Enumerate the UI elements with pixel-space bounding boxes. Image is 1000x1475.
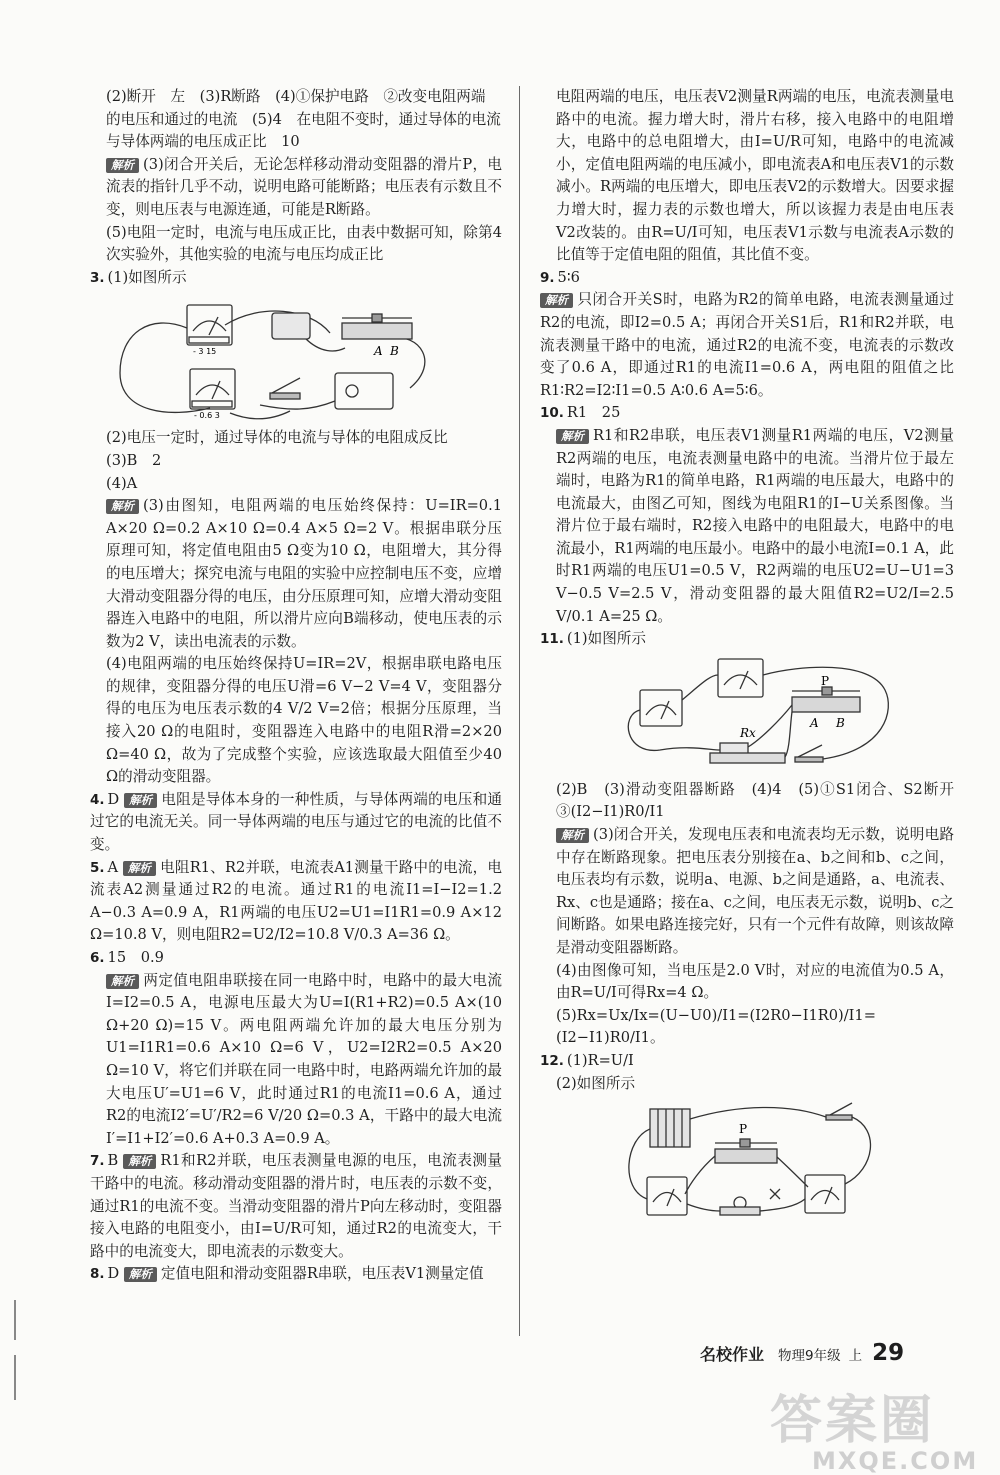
q11-explanation-2: (4)由图像可知，当电压是2.0 V时，对应的电流值为0.5 A，由R=U/I可得Rx=4 Ω。 [556,961,954,1002]
page-number: 29 [872,1340,905,1366]
q6-answer: 6. 15 0.9 [90,949,164,966]
watermark [770,1378,978,1475]
footer-brand: 名校作业 [700,1345,765,1364]
analysis-tag: 解析 [124,1267,157,1282]
q12-answer: 12. (1)R=U/I [540,1051,634,1069]
q12-circuit-figure [540,1099,950,1229]
analysis-tag: 解析 [123,861,156,876]
footer-subject: 物理9年级 [778,1348,841,1364]
column-divider [519,86,520,1336]
page-edge-mark [14,1355,16,1400]
q9-answer: 9. 5∶6 [540,268,580,286]
q5-answer: 5. A 解析 电阻R1、R2并联，电流表A1测量干路中的电流，电流表A2测量通过R2的电流。通过R1的电流I1=I−I2=1.2 A−0.3 A=0.9 A，R1两端的电压U2=U1=I1R1=0.9 A×12 Ω=10.8 V，则电阻R2=U2/I2=10.8 V/0.3 A=36 Ω。 [90,858,502,944]
analysis-tag: 解析 [556,429,589,444]
q4-answer: 4. D 解析 电阻是导体本身的一种性质，与导体两端的电压和通过它的电流无关。同一导体两端的电压与通过它的电流的比值不变。 [90,790,502,854]
page-edge-mark [14,1300,16,1340]
q3-answer: 3. (1)如图所示 [90,268,187,286]
fig11-label-p: P [821,673,830,688]
analysis-tag: 解析 [124,793,157,808]
analysis-tag: 解析 [556,828,589,843]
fig11-label-rx: Rx [740,725,756,740]
fig11-label-b: B [836,715,845,730]
right-column [540,86,969,1233]
q6-explanation: 解析 两定值电阻串联接在同一电路中时，电路中的最大电流I=I2=0.5 A，电源电压最大为U=I(R1+R2)=0.5 A×(10 Ω+20 Ω)=15 V。两电阻两端允许加的最大电压分别为U1=I1R1=0.6 A×10 Ω=6 V，U2=I2R2=0.5 A×20 Ω=10 V，将它们并联在同一电路中时，电路两端允许加的最大电压U′=U1=6 V，此时通过R1的电流I1=0.6 A，通过R2的电流I2′=U′/R2=6 V/20 Ω=0.3 A，干路中的最大电流I′=I1+I2′=0.6 A+0.3 A=0.9 A。 [106,971,502,1147]
q10-answer: 10. R1 25 [540,404,621,422]
q10-explanation: 解析 R1和R2串联，电压表V1测量R1两端的电压，V2测量R2两端的电压，电流表测量电路中的电流。当滑片位于最左端时，电路为R1的简单电路，R1两端的电压最大，电路中的电流最大，由图乙可知，图线为电阻R1的I−U关系图像。当滑片位于最右端时，R2接入电路中的电阻最大，电路中的电流最小，R1两端的电压最小。电路中的最小电流I=0.1 A，此时R1两端的电压U1=0.5 V，R2两端的电压U2=U−U1=3 V−0.5 V=2.5 V，滑动变阻器的最大阻值R2=U2/I=2.5 V/0.1 A=25 Ω。 [556,426,954,625]
voltmeter-scale: - 3 15 [193,347,217,357]
rheostat-label-a: A [374,344,383,359]
analysis-tag: 解析 [106,499,139,514]
q9-explanation: 解析 只闭合开关S时，电路为R2的简单电路，电流表测量通过R2的电流，即I2=0.5 A；再闭合开关S1后，R1和R2并联，电流表测量干路中的电流，通过R2的电流不变，电流表的示数改变了0.6 A，即通过R1的电流I1=0.6 A，两电阻的阻值之比R1∶R2=I2∶I1=0.5 A∶0.6 A=5∶6。 [540,291,954,399]
q3-answer-3: (3)B 2 [106,451,162,469]
fig12-label-p: P [739,1122,748,1137]
q7-answer: 7. B 解析 R1和R2并联，电压表测量电源的电压，电流表测量干路中的电流。移动滑动变阻器的滑片时，电压表的示数不变，通过R1的电流不变。当滑动变阻器的滑片P向左移动时，变阻器接入电路的电阻变小，由I=U/R可知，通过R2的电流变大，干路中的电流变大，即电流表的示数变大。 [90,1152,502,1260]
q3-explanation-2: (4)电阻两端的电压始终保持U=IR=2V，根据串联电路电压的规律，变阻器分得的电压U滑=6 V−2 V=4 V，变阻器分得的电压为电压表示数的4 V/2 V=2倍；根据分压原理，当接入20 Ω的电阻时，变阻器连入电路中的电阻R滑=2×20 Ω=40 Ω，故为了完成整个实验，应该选取最大阻值至少40 Ω的滑动变阻器。 [106,655,502,786]
fig11-label-a: A [810,715,819,730]
q11-circuit-figure [540,655,950,775]
watermark-url: MXQE.COM [812,1447,979,1475]
q3-answer-2: (2)电压一定时，通过导体的电流与导体的电阻成反比 [106,429,448,447]
analysis-tag: 解析 [123,1154,156,1169]
rheostat-label-b: B [390,344,399,359]
analysis-tag: 解析 [106,974,139,989]
footer-volume: 上 [848,1348,863,1364]
watermark-text: 答案圈 [770,1391,936,1451]
q2-answer: (2)断开 左 (3)R断路 (4)①保护电路 ②改变电阻两端 的电压和通过的电流 (5)4 在电阻不变时，通过导体的电流 与导体两端的电压成正比 10 [106,88,501,151]
q3-explanation: 解析 (3)由图知，电阻两端的电压始终保持：U=IR=0.1 A×20 Ω=0.2 A×10 Ω=0.4 A×5 Ω=2 V。根据串联分压原理可知，将定值电阻由5 Ω变为10 Ω，电阻增大，其分得的电压增大；探究电流与电阻的实验中应控制电压不变，应增大滑动变阻器分得的电压，由分压原理可知，应增大滑动变阻器连入电路中的电阻，所以滑片应向B端移动，使电压表的示数为2 V，读出电流表的示数。 [106,497,502,650]
q8-answer: 8. D 解析 定值电阻和滑动变阻器R串联，电压表V1测量定值 [90,1265,484,1283]
q8-explanation-cont: 电阻两端的电压，电压表V2测量R两端的电压，电流表测量电路中的电流。握力增大时，滑片右移，接入电路中的电阻增大，电路中的总电阻增大，由I=U/R可知，电路中的电流减小，定值电阻两端的电压减小，即电流表A和电压表V1的示数减小。R两端的电压增大，即电压表V2的示数增大。因要求握力增大时，握力表的示数也增大，所以该握力表是由电压表V2改装的。由R=U/I可知，电压表V1示数与电流表A示数的比值等于定值电阻的阻值，其比值不变。 [556,88,954,264]
analysis-tag: 解析 [106,158,139,173]
q11-answer-2: (2)B (3)滑动变阻器断路 (4)4 (5)①S1闭合、S2断开 ③(I2−I1)R0/I1 [556,780,969,821]
q3-circuit-figure [90,293,500,423]
q11-explanation-3: (5)Rx=Ux/Ix=(U−U0)/I1=(I2R0−I1R0)/I1=(I2−I1)R0/I1。 [556,1006,876,1047]
left-column [90,86,502,1286]
q3-answer-4: (4)A [106,474,138,492]
page-footer [700,1340,904,1366]
analysis-tag: 解析 [540,293,573,308]
q2-explanation-2: (5)电阻一定时，电流与电压成正比，由表中数据可知，除第4次实验外，其他实验的电流与电压均成正比 [106,223,502,264]
q11-answer: 11. (1)如图所示 [540,630,646,648]
q2-explanation: 解析 (3)闭合开关后，无论怎样移动滑动变阻器的滑片P，电流表的指针几乎不动，说明电路可能断路；电压表有示数且不变，则电压表与电源连通，可能是R断路。 [106,155,502,218]
ammeter-scale: - 0.6 3 [194,411,220,421]
q12-answer-2: (2)如图所示 [556,1074,636,1092]
q11-explanation: 解析 (3)闭合开关，发现电压表和电流表均无示数，说明电路中存在断路现象。把电压表分别接在a、b之间和b、c之间，电压表均有示数，说明a、电源、b之间是通路，a、电流表、Rx、c也是通路；接在a、c之间，电压表无示数，说明b、c之间断路。如果电路连接完好，只有一个元件有故障，则该故障是滑动变阻器断路。 [556,826,954,956]
